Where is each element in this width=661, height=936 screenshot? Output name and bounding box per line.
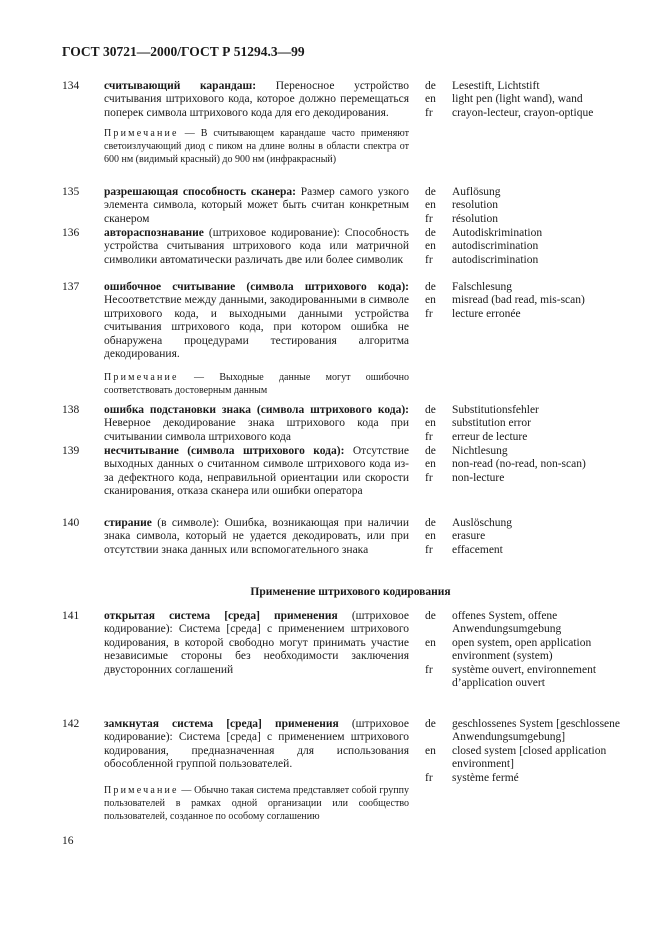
- lang-term: autodiscrimination: [452, 240, 539, 253]
- entry-number: 142: [62, 718, 80, 730]
- lang-code: fr: [425, 253, 433, 266]
- entry-number: 139: [62, 445, 80, 457]
- lang-term: Auslöschung: [452, 517, 513, 529]
- lang-term: open system, open application environment (system): [452, 636, 592, 663]
- entry-description: Переносное устройство считывания штрихового кода, которое должно перемещаться поперек символа штрихового кода для его декодирования.: [104, 80, 409, 119]
- entry-description: Отсутствие выходных данных о считанном символе штрихового кода из-за дефектного кода, неправильной ориентации или скорости сканирования, отказа сканера или ошибки оператора: [104, 445, 409, 498]
- lang-code: en: [425, 199, 436, 212]
- page-header: ГОСТ 30721—2000/ГОСТ Р 51294.3—99: [62, 44, 305, 59]
- entry-description: Несоответствие между данными, закодированными в символе штрихового кода, и выходными данными устройства считывания штрихового кода, при котором ошибка не обнаружена процедурами тестирования алгоритма декодирования.: [104, 294, 409, 361]
- lang-term: crayon-lecteur, crayon-optique: [452, 106, 594, 119]
- entry-term: ошибка подстановки знака (символа штрихового кода):: [104, 404, 409, 416]
- lang-code: fr: [425, 106, 433, 119]
- lang-term: Lesestift, Lichtstift: [452, 80, 540, 92]
- lang-term: offenes System, offene Anwendungsumgebung: [452, 610, 562, 636]
- entry-term: несчитывание (символа штрихового кода):: [104, 445, 345, 457]
- entry-description: Размер самого узкого элемента символа, который может быть считан конкретным сканером: [104, 186, 409, 225]
- lang-term: autodiscrimination: [452, 253, 539, 266]
- entry-term: автораспознавание: [104, 227, 204, 239]
- entry-description: (штриховое кодирование): Система [среда] с применением штрихового кодирования, предназначенная для использования обособленной группой пользователей.: [104, 718, 410, 771]
- equivalents-list: [425, 610, 625, 690]
- entry-term: разрешающая способность сканера:: [104, 186, 296, 198]
- equivalent-de: [425, 445, 625, 458]
- lang-code: fr: [425, 471, 433, 484]
- equivalent-de: [425, 718, 625, 745]
- lang-code: fr: [425, 663, 433, 676]
- page-number: 16: [62, 835, 74, 847]
- equivalent-de: [425, 227, 625, 240]
- entry-number: 136: [62, 227, 80, 239]
- lang-term: erasure: [452, 530, 486, 543]
- entry-definition: [104, 80, 409, 120]
- entry-definition: [104, 610, 409, 677]
- entry-number: 134: [62, 80, 80, 92]
- entry-term: стирание: [104, 517, 152, 529]
- lang-code: de: [425, 404, 436, 416]
- lang-code: de: [425, 517, 436, 529]
- lang-term: Auflösung: [452, 186, 501, 198]
- equivalent-en: [425, 199, 625, 212]
- lang-term: geschlossenes System [geschlossene Anwendungsumgebung]: [452, 718, 620, 744]
- equivalent-fr: [425, 213, 625, 226]
- lang-code: de: [425, 227, 436, 239]
- entry-description: Неверное декодирование знака штрихового кода при считывании символа штрихового кода: [104, 417, 409, 443]
- entry-definition: [104, 718, 409, 772]
- entry-definition: [104, 186, 409, 226]
- equivalents-list: [425, 227, 625, 267]
- lang-code: de: [425, 281, 436, 293]
- equivalent-fr: [425, 664, 625, 691]
- lang-term: système ouvert, environnement d’application ouvert: [452, 663, 597, 690]
- equivalent-fr: [425, 544, 625, 557]
- entry-term: ошибочное считывание (символа штрихового кода):: [104, 281, 409, 293]
- entry-description: (штриховое кодирование): Способность устройства считывания штрихового кода или матричной символики автоматически различать две или более символик: [104, 227, 409, 266]
- entry-description: (штриховое кодирование): Система [среда] с применением штрихового кодирования, в которой свободно могут принимать участие независимые стороны без необходимости заключения двусторонних соглашений: [104, 610, 409, 676]
- lang-code: fr: [425, 430, 433, 443]
- equivalents-list: [425, 445, 625, 485]
- lang-code: de: [425, 610, 436, 622]
- lang-code: en: [425, 294, 436, 307]
- equivalent-fr: [425, 254, 625, 267]
- lang-code: en: [425, 240, 436, 253]
- lang-code: fr: [425, 212, 433, 225]
- entry-note: [104, 784, 409, 823]
- entry-definition: [104, 445, 409, 499]
- entry-note: [104, 127, 409, 166]
- entry-number: 137: [62, 281, 80, 293]
- lang-term: misread (bad read, mis-scan): [452, 294, 585, 307]
- equivalent-de: [425, 80, 625, 93]
- entry-number: 138: [62, 404, 80, 416]
- equivalents-list: [425, 281, 625, 321]
- equivalent-fr: [425, 308, 625, 321]
- lang-code: en: [425, 636, 436, 649]
- lang-code: de: [425, 718, 436, 730]
- equivalent-en: [425, 458, 625, 471]
- lang-code: fr: [425, 307, 433, 320]
- equivalent-de: [425, 281, 625, 294]
- entry-term: замкнутая система [среда] применения: [104, 718, 339, 730]
- lang-code: en: [425, 744, 436, 757]
- lang-code: en: [425, 417, 436, 430]
- equivalent-en: [425, 637, 625, 664]
- lang-code: en: [425, 93, 436, 106]
- note-text: — Выходные данные могут ошибочно соответствовать достоверным данным: [104, 372, 410, 396]
- equivalent-en: [425, 745, 625, 772]
- lang-term: Nichtlesung: [452, 445, 508, 457]
- note-label: Примечание: [104, 785, 179, 796]
- entry-definition: [104, 517, 409, 557]
- entry-number: 140: [62, 517, 80, 529]
- equivalents-list: [425, 718, 625, 785]
- lang-term: non-read (no-read, non-scan): [452, 458, 586, 471]
- lang-term: non-lecture: [452, 471, 505, 484]
- equivalent-de: [425, 404, 625, 417]
- note-label: Примечание: [104, 372, 179, 383]
- lang-code: fr: [425, 543, 433, 556]
- equivalent-en: [425, 240, 625, 253]
- equivalent-en: [425, 417, 625, 430]
- equivalent-fr: [425, 472, 625, 485]
- note-text: — В считывающем карандаше часто применяют светоизлучающий диод с пиком на длине волны в области спектра от 600 нм (видимый красный) до 900 нм (инфракрасный): [104, 128, 410, 165]
- lang-term: resolution: [452, 199, 498, 212]
- entry-definition: [104, 281, 409, 361]
- equivalent-fr: [425, 431, 625, 444]
- equivalents-list: [425, 186, 625, 226]
- lang-code: de: [425, 445, 436, 457]
- lang-code: en: [425, 458, 436, 471]
- lang-term: light pen (light wand), wand: [452, 93, 583, 106]
- entry-definition: [104, 404, 409, 444]
- entry-term: открытая система [среда] применения: [104, 610, 338, 622]
- lang-term: Falschlesung: [452, 281, 513, 293]
- equivalents-list: [425, 517, 625, 557]
- equivalent-de: [425, 517, 625, 530]
- lang-term: lecture erronée: [452, 307, 521, 320]
- entry-description: (в символе): Ошибка, возникающая при наличии знака символа, который не удается декодировать, или при отсутствии знака данных или вспомогательного знака: [104, 517, 409, 556]
- lang-term: closed system [closed application environment]: [452, 744, 607, 771]
- equivalent-en: [425, 93, 625, 106]
- lang-code: de: [425, 80, 436, 92]
- note-label: Примечание: [104, 128, 179, 139]
- equivalents-list: [425, 80, 625, 120]
- lang-code: de: [425, 186, 436, 198]
- equivalent-en: [425, 294, 625, 307]
- note-text: — Обычно такая система представляет собой группу пользователей в рамках одной организации или сообщество пользователей, созданное по особому соглашению: [104, 785, 409, 822]
- entry-term: считывающий карандаш:: [104, 80, 257, 92]
- lang-term: système fermé: [452, 771, 519, 784]
- entry-number: 141: [62, 610, 80, 622]
- entry-definition: [104, 227, 409, 267]
- equivalent-fr: [425, 107, 625, 120]
- lang-term: Autodiskrimination: [452, 227, 543, 239]
- equivalent-fr: [425, 772, 625, 785]
- equivalent-de: [425, 610, 625, 637]
- lang-term: erreur de lecture: [452, 430, 528, 443]
- lang-term: substitution error: [452, 417, 531, 430]
- lang-term: effacement: [452, 543, 503, 556]
- entry-number: 135: [62, 186, 80, 198]
- lang-term: résolution: [452, 212, 498, 225]
- equivalents-list: [425, 404, 625, 444]
- lang-code: en: [425, 530, 436, 543]
- equivalent-de: [425, 186, 625, 199]
- equivalent-en: [425, 530, 625, 543]
- lang-code: fr: [425, 771, 433, 784]
- lang-term: Substitutionsfehler: [452, 404, 539, 416]
- section-heading: Применение штрихового кодирования: [250, 586, 451, 598]
- entry-note: [104, 371, 409, 397]
